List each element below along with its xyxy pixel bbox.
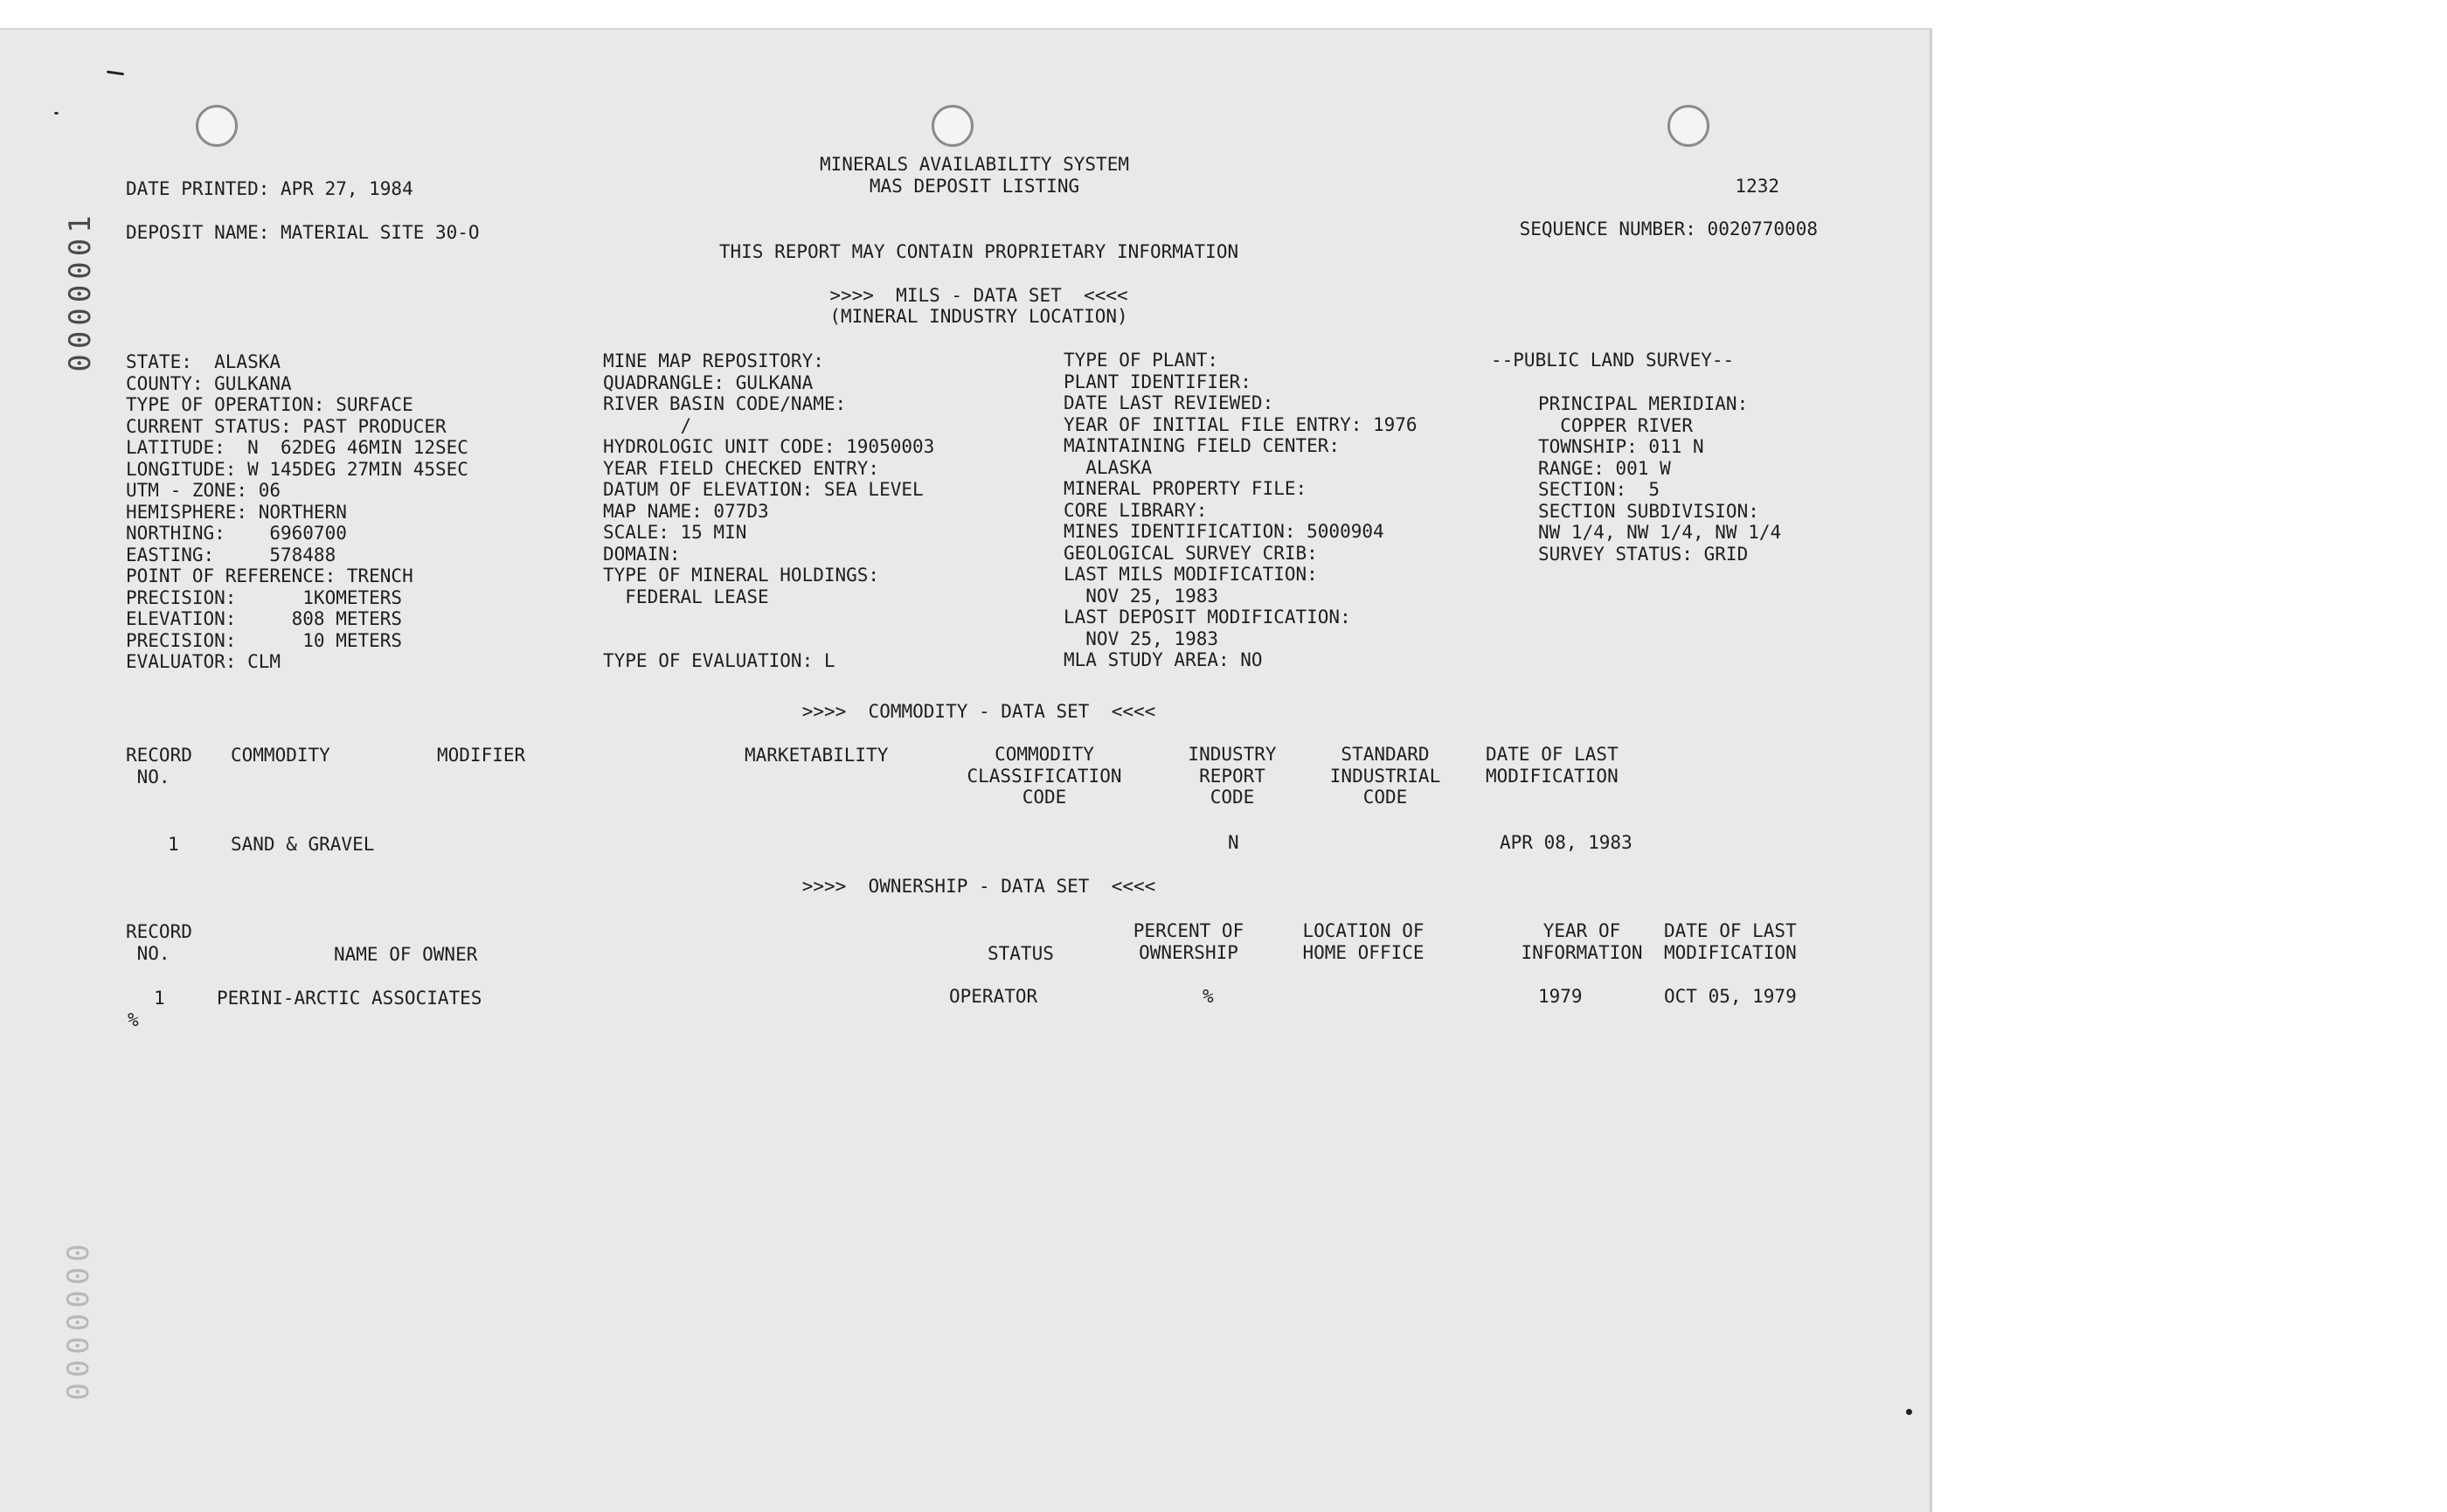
commodity-industry-code: N xyxy=(1228,832,1239,853)
proprietary-notice: THIS REPORT MAY CONTAIN PROPRIETARY INFORMATION xyxy=(718,241,1239,262)
deposit-name: DEPOSIT NAME: MATERIAL SITE 30-O xyxy=(126,222,480,243)
commodity-record-no: 1 xyxy=(168,834,179,855)
mils-plant-column: TYPE OF PLANT: PLANT IDENTIFIER: DATE LAST REVIEWED: YEAR OF INITIAL FILE ENTRY: 1976 MAINTAINING FIELD CENTER: ALASKA MINERAL PROPERTY FILE: CORE LIBRARY: MINES IDENTIFICATION: 5000904 GEOLOGICAL SURVEY CRIB: LAST MILS MODIFICATION: NOV 25, 1983 LAST DEPOSIT MODIFICATION: NOV 25, 1983 MLA STUDY AREA: NO xyxy=(1064,350,1418,670)
mils-heading: >>>> MILS - DATA SET <<<< xyxy=(829,285,1128,306)
ownership-percent: % xyxy=(1203,986,1214,1007)
ownership-header-date: DATE OF LAST MODIFICATION xyxy=(1664,920,1797,963)
owner-name: PERINI-ARCTIC ASSOCIATES xyxy=(217,988,482,1009)
commodity-header-standard: STANDARD INDUSTRIAL CODE xyxy=(1329,744,1441,808)
ownership-header-percent: PERCENT OF OWNERSHIP xyxy=(1133,920,1244,963)
commodity-header-record: RECORD NO. xyxy=(126,745,192,787)
document-number-stamp: 0000001 xyxy=(63,210,98,372)
commodity-header-classification: COMMODITY CLASSIFICATION CODE xyxy=(967,744,1122,808)
public-land-survey-column: PRINCIPAL MERIDIAN: COPPER RIVER TOWNSHIP: 011 N RANGE: 001 W SECTION: 5 SECTION SUBDIVISION: NW 1/4, NW 1/4, NW 1/4 SURVEY STATUS: GRID xyxy=(1538,393,1782,565)
ownership-header-status: STATUS xyxy=(988,943,1054,964)
ownership-modification-date: OCT 05, 1979 xyxy=(1664,986,1797,1007)
mils-subheading: (MINERAL INDUSTRY LOCATION) xyxy=(829,306,1128,327)
ownership-header-location: LOCATION OF HOME OFFICE xyxy=(1302,920,1425,963)
trailing-percent-mark: % xyxy=(128,1009,139,1030)
ownership-record-no: 1 xyxy=(154,988,165,1009)
information-year: 1979 xyxy=(1538,986,1583,1007)
ownership-header-record: RECORD NO. xyxy=(126,921,192,964)
ownership-heading: >>>> OWNERSHIP - DATA SET <<<< xyxy=(801,876,1156,897)
binder-hole-center xyxy=(932,105,974,147)
faded-document-number-stamp: 0000000 xyxy=(61,1238,96,1401)
commodity-heading: >>>> COMMODITY - DATA SET <<<< xyxy=(801,701,1156,722)
ownership-header-name: NAME OF OWNER xyxy=(334,944,478,965)
owner-status: OPERATOR xyxy=(949,986,1038,1007)
listing-title: MAS DEPOSIT LISTING xyxy=(869,176,1080,197)
binder-hole-right xyxy=(1667,105,1709,147)
commodity-modification-date: APR 08, 1983 xyxy=(1500,832,1632,853)
sequence-number: SEQUENCE NUMBER: 0020770008 xyxy=(1519,218,1818,239)
commodity-header-date: DATE OF LAST MODIFICATION xyxy=(1486,744,1619,787)
commodity-header-commodity: COMMODITY xyxy=(231,745,330,766)
system-title: MINERALS AVAILABILITY SYSTEM xyxy=(819,154,1129,175)
commodity-header-industry: INDUSTRY REPORT CODE xyxy=(1188,744,1277,808)
commodity-name: SAND & GRAVEL xyxy=(231,834,375,855)
mils-location-column: STATE: ALASKA COUNTY: GULKANA TYPE OF OPERATION: SURFACE CURRENT STATUS: PAST PRODUCER LATITUDE: N 62DEG 46MIN 12SEC LONGITUDE: W 145DEG 27MIN 45SEC UTM - ZONE: 06 HEMISPHERE: NORTHERN NORTHING: 6960700 EASTING: 578488 POINT OF REFERENCE: TRENCH PRECISION: 1KOMETERS ELEVATION: 808 METERS PRECISION: 10 METERS EVALUATOR: CLM xyxy=(126,351,468,672)
binder-hole-left xyxy=(196,105,238,147)
paper-speck xyxy=(54,112,59,114)
date-printed: DATE PRINTED: APR 27, 1984 xyxy=(126,178,413,199)
mils-map-column: MINE MAP REPOSITORY: QUADRANGLE: GULKANA RIVER BASIN CODE/NAME: / HYDROLOGIC UNIT CODE: 19050003 YEAR FIELD CHECKED ENTRY: DATUM OF ELEVATION: SEA LEVEL MAP NAME: 077D3 SCALE: 15 MIN DOMAIN: TYPE OF MINERAL HOLDINGS: FEDERAL LEASE TYPE OF EVALUATION: L xyxy=(603,350,935,671)
page-number: 1232 xyxy=(1735,176,1779,197)
commodity-header-modifier: MODIFIER xyxy=(437,745,526,766)
public-land-survey-heading: --PUBLIC LAND SURVEY-- xyxy=(1491,350,1735,371)
commodity-header-marketability: MARKETABILITY xyxy=(745,745,889,766)
paper-speck xyxy=(1906,1409,1912,1415)
ownership-header-year: YEAR OF INFORMATION xyxy=(1521,920,1643,963)
